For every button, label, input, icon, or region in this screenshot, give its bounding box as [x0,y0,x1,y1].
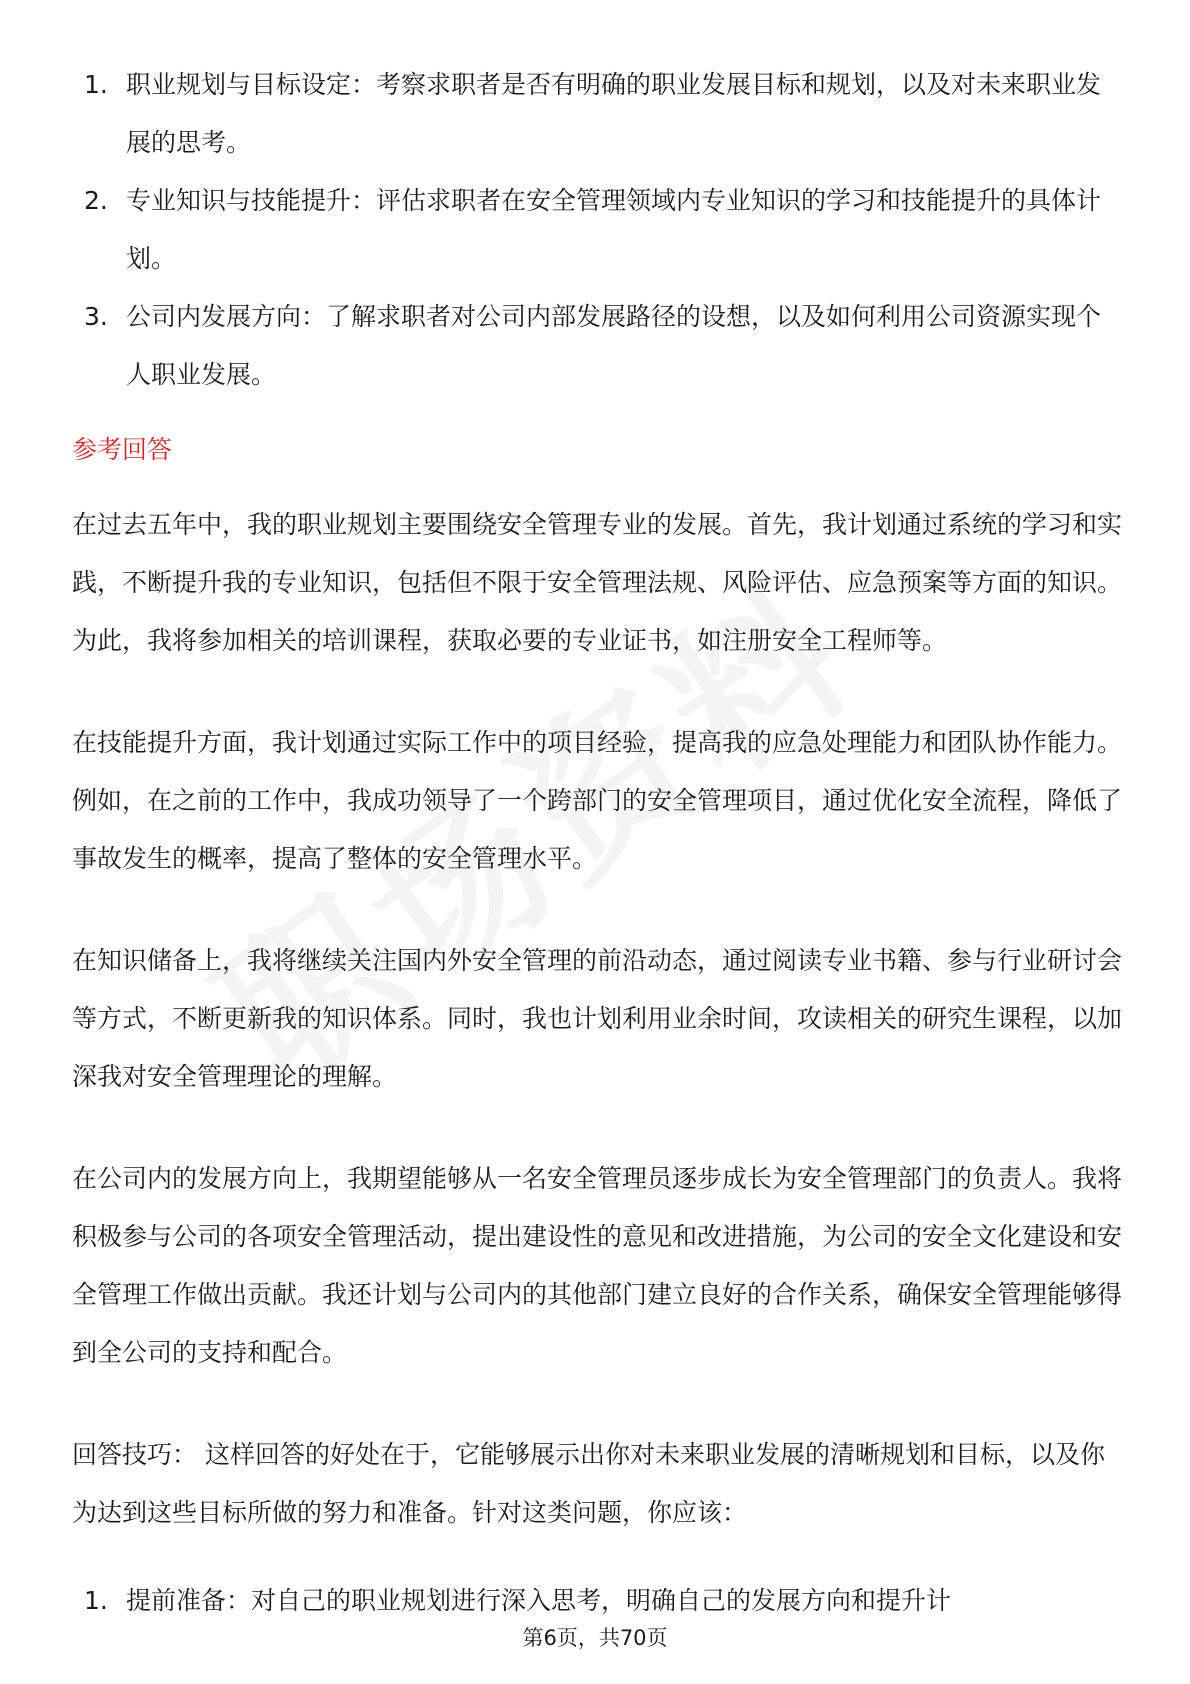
answer-tips: 回答技巧： 这样回答的好处在于，它能够展示出你对未来职业发展的清晰规划和目标，以及你为达到这些目标所做的努力和准备。针对这类问题，你应该： [72,1440,1105,1527]
list-item-number: 2. [84,186,108,215]
list-item-text: 专业知识与技能提升：评估求职者在安全管理领域内专业知识的学习和技能提升的具体计划。 [126,186,1102,273]
list-item-text: 提前准备：对自己的职业规划进行深入思考，明确自己的发展方向和提升计 [126,1586,952,1615]
list-item-number: 1. [84,70,108,99]
answer-paragraph: 在知识储备上，我将继续关注国内外安全管理的前沿动态，通过阅读专业书籍、参与行业研讨会等方式，不断更新我的知识体系。同时，我也计划利用业余时间，攻读相关的研究生课程，以加深我对安全管理理论的理解。 [72,946,1123,1091]
document-page [72,56,1122,1630]
list-item [72,56,1122,172]
answer-paragraph: 在过去五年中，我的职业规划主要围绕安全管理专业的发展。首先，我计划通过系统的学习和实践，不断提升我的专业知识，包括但不限于安全管理法规、风险评估、应急预案等方面的知识。为此，我将参加相关的培训课程，获取必要的专业证书，如注册安全工程师等。 [72,510,1123,655]
page-footer: 第6页，共70页 [522,1626,668,1650]
list-item-text: 职业规划与目标设定：考察求职者是否有明确的职业发展目标和规划，以及对未来职业发展的思考。 [126,70,1102,157]
answer-paragraph: 在公司内的发展方向上，我期望能够从一名安全管理员逐步成长为安全管理部门的负责人。我将积极参与公司的各项安全管理活动，提出建设性的意见和改进措施，为公司的安全文化建设和安全管理工作做出贡献。我还计划与公司内的其他部门建立良好的合作关系，确保安全管理能够得到全公司的支持和配合。 [72,1164,1123,1367]
answer-paragraph: 在技能提升方面，我计划通过实际工作中的项目经验，提高我的应急处理能力和团队协作能力。例如，在之前的工作中，我成功领导了一个跨部门的安全管理项目，通过优化安全流程，降低了事故发生的概率，提高了整体的安全管理水平。 [72,728,1123,873]
intro-list [72,56,1122,404]
list-item-text: 公司内发展方向：了解求职者对公司内部发展路径的设想，以及如何利用公司资源实现个人职业发展。 [126,302,1102,389]
list-item-number: 1. [84,1586,108,1615]
list-item [72,172,1122,288]
reference-answer-heading: 参考回答 [72,435,173,464]
list-item-number: 3. [84,302,108,331]
list-item [72,288,1122,404]
